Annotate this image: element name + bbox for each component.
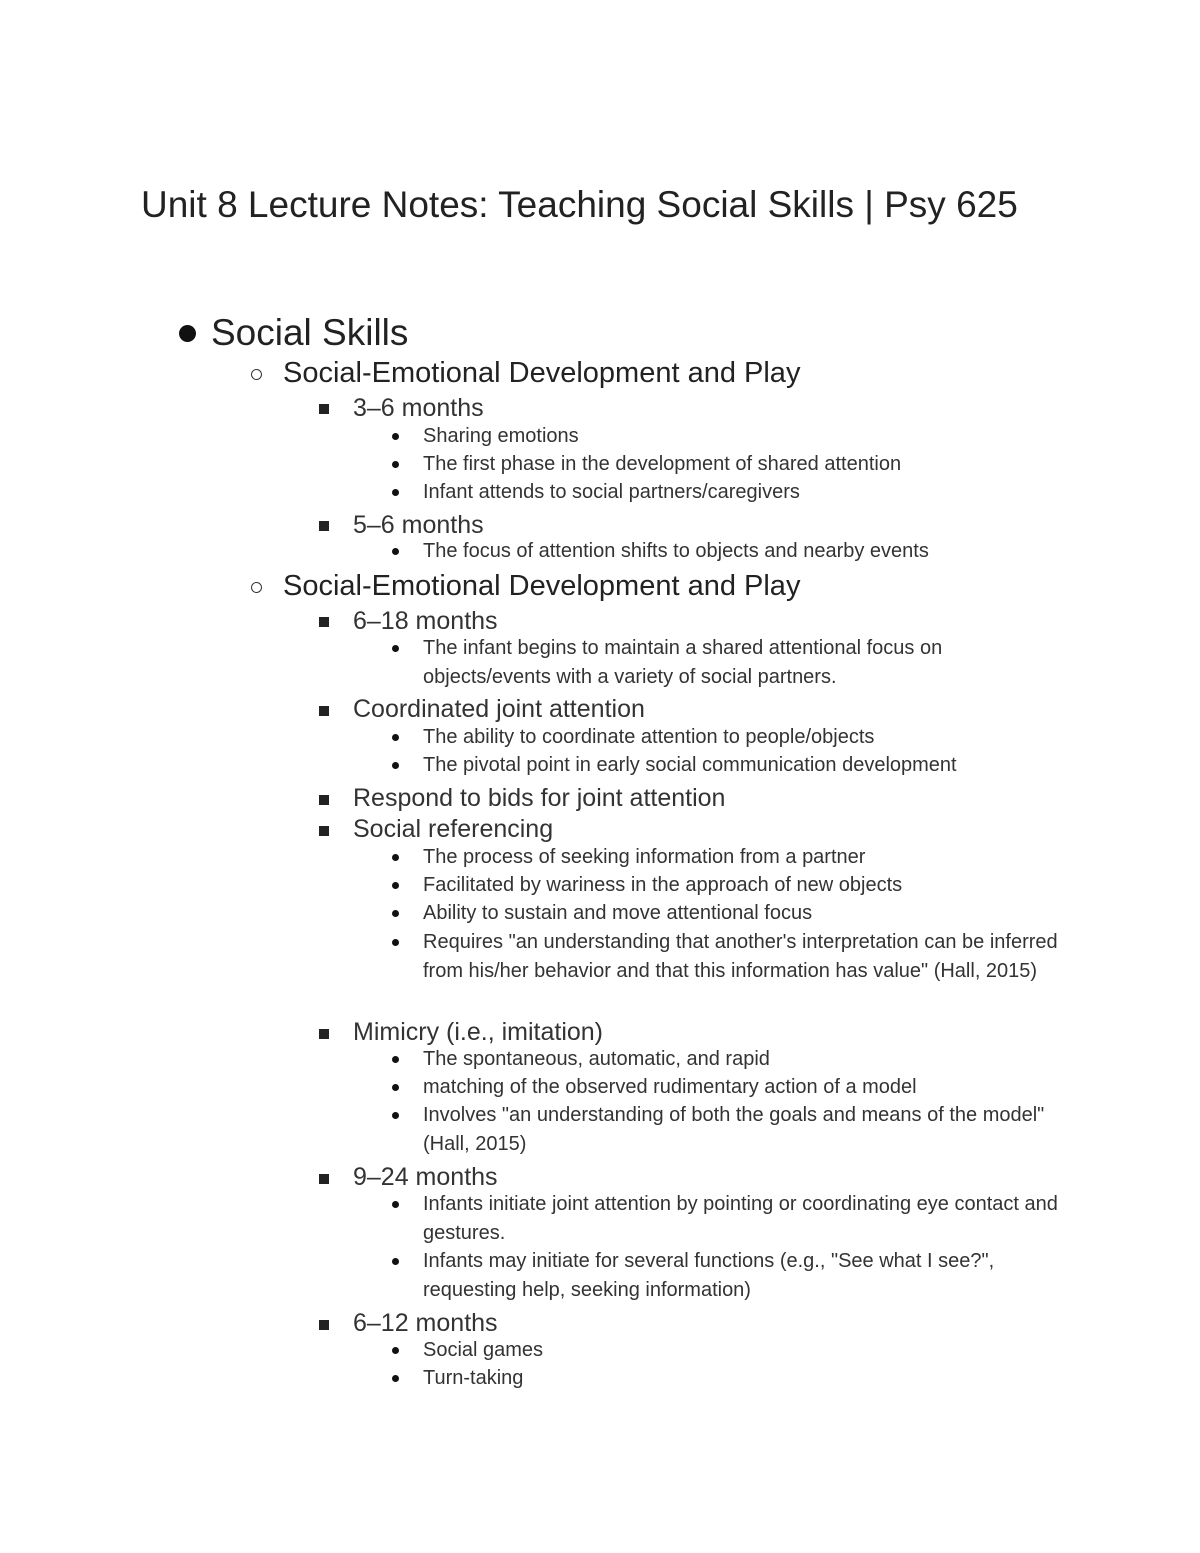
item-point: Requires "an understanding that another's interpretation can be inferred from his/her behavior and that this information has value" (Hall, 2015) — [423, 931, 1058, 982]
item-point: Involves "an understanding of both the goals and means of the model" (Hall, 2015) — [423, 1104, 1045, 1155]
item-label: 6–12 months — [353, 1309, 498, 1337]
document-title: Unit 8 Lecture Notes: Teaching Social Skills | Psy 625 — [141, 184, 1018, 225]
item-point: Social games — [423, 1339, 544, 1361]
bullet-square-icon — [319, 617, 329, 627]
bullet-dot-icon — [392, 645, 399, 652]
item-label: Social referencing — [353, 815, 554, 843]
item-point: Turn-taking — [423, 1367, 524, 1389]
item-point: The ability to coordinate attention to people/objects — [423, 726, 875, 748]
bullet-dot-icon — [392, 548, 399, 555]
bullet-square-icon — [319, 795, 329, 805]
item-point: The infant begins to maintain a shared attentional focus on objects/events with a variety of social partners. — [423, 637, 943, 688]
bullet-dot-icon — [392, 939, 399, 946]
bullet-dot-icon — [392, 734, 399, 741]
item-label: 3–6 months — [353, 394, 484, 422]
item-label: 6–18 months — [353, 607, 498, 635]
bullet-square-icon — [319, 1320, 329, 1330]
bullet-square-icon — [319, 404, 329, 414]
bullet-dot-icon — [392, 1258, 399, 1265]
bullet-dot-icon — [392, 1112, 399, 1119]
bullet-square-icon — [319, 706, 329, 716]
bullet-dot-icon — [392, 1201, 399, 1208]
bullet-dot-icon — [392, 854, 399, 861]
item-point: Infant attends to social partners/caregivers — [423, 481, 800, 503]
bullet-dot-icon — [392, 461, 399, 468]
bullet-hollow-circle-icon — [251, 369, 262, 380]
item-label: 5–6 months — [353, 511, 484, 539]
bullet-square-icon — [319, 1029, 329, 1039]
item-point: matching of the observed rudimentary action of a model — [423, 1076, 917, 1098]
item-point: The spontaneous, automatic, and rapid — [423, 1048, 770, 1070]
section-title: Social-Emotional Development and Play — [283, 357, 801, 389]
bullet-dot-icon — [392, 910, 399, 917]
item-point: Infants initiate joint attention by pointing or coordinating eye contact and gestures. — [423, 1193, 1058, 1244]
bullet-filled-circle-icon — [179, 325, 196, 342]
outline-heading: Social Skills — [211, 312, 409, 353]
item-point: Infants may initiate for several functions (e.g., "See what I see?", requesting help, seeking information) — [423, 1250, 995, 1301]
item-point: Sharing emotions — [423, 425, 579, 447]
bullet-dot-icon — [392, 882, 399, 889]
bullet-dot-icon — [392, 1056, 399, 1063]
bullet-dot-icon — [392, 433, 399, 440]
bullet-dot-icon — [392, 489, 399, 496]
item-label: Mimicry (i.e., imitation) — [353, 1018, 604, 1046]
bullet-dot-icon — [392, 1084, 399, 1091]
item-label: Respond to bids for joint attention — [353, 784, 726, 812]
bullet-dot-icon — [392, 762, 399, 769]
bullet-dot-icon — [392, 1375, 399, 1382]
item-label: 9–24 months — [353, 1163, 498, 1191]
item-point: The first phase in the development of shared attention — [423, 453, 902, 475]
item-label: Coordinated joint attention — [353, 695, 645, 723]
item-point: The focus of attention shifts to objects and nearby events — [423, 540, 929, 562]
section-title: Social-Emotional Development and Play — [283, 570, 801, 602]
bullet-square-icon — [319, 521, 329, 531]
item-point: The process of seeking information from a partner — [423, 846, 866, 868]
item-point: Facilitated by wariness in the approach of new objects — [423, 874, 903, 896]
item-point: Ability to sustain and move attentional focus — [423, 902, 813, 924]
bullet-dot-icon — [392, 1347, 399, 1354]
item-point: The pivotal point in early social communication development — [423, 754, 957, 776]
bullet-hollow-circle-icon — [251, 582, 262, 593]
bullet-square-icon — [319, 826, 329, 836]
bullet-square-icon — [319, 1174, 329, 1184]
